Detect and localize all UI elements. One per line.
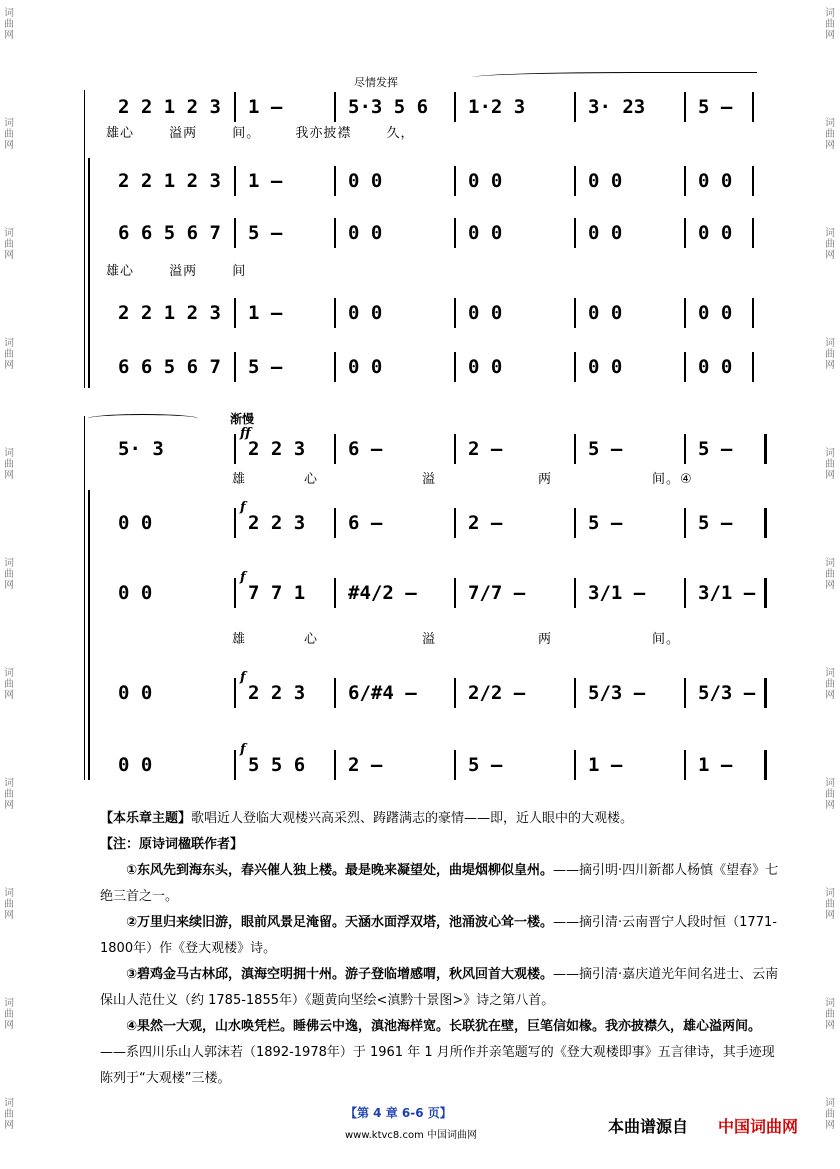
note-group: 5 – bbox=[588, 438, 623, 460]
dynamic-mark: f bbox=[240, 742, 246, 757]
score-system-2 bbox=[82, 410, 762, 790]
site-url: www.ktvc8.com 中国词曲网 bbox=[345, 1130, 478, 1141]
lyric-word: 雄 bbox=[232, 632, 247, 647]
expression-mark: 尽情发挥 bbox=[354, 76, 398, 89]
note-group: 0 0 bbox=[118, 582, 153, 604]
note-group: 5 – bbox=[698, 96, 733, 118]
staff-1-lyrics bbox=[82, 468, 732, 488]
poem-text: ①东风先到海东头，春兴催人独上楼。最是晚来凝望处，曲堤烟柳似皇州。 bbox=[126, 863, 554, 878]
watermark-text: 词 曲 网 bbox=[825, 778, 835, 811]
watermark-text: 词 曲 网 bbox=[825, 1098, 835, 1131]
note-group: 2 2 3 bbox=[248, 438, 306, 460]
note-group: 6 6 5 6 7 bbox=[118, 356, 221, 378]
staff-1 bbox=[112, 426, 762, 468]
watermark-text: 词 曲 网 bbox=[825, 888, 835, 921]
watermark-text: 词 曲 网 bbox=[4, 888, 14, 921]
note-group: 0 0 bbox=[118, 512, 153, 534]
note-item bbox=[100, 1014, 780, 1092]
watermark-text: 词 曲 网 bbox=[4, 448, 14, 481]
staff-3 bbox=[112, 570, 762, 612]
note-group: 0 0 bbox=[698, 356, 733, 378]
mid-lyrics: 雄心 溢两 间 bbox=[106, 264, 247, 279]
note-group: 3· 23 bbox=[588, 96, 646, 118]
citation-text: ——摘引清·嘉庆道光年间名进士、云南保山人范仕义（约 1785-1855年）《题黄向坚绘<滇黔十景图>》诗之第八首。 bbox=[100, 967, 779, 1008]
note-group: 3/1 – bbox=[698, 582, 756, 604]
lyric-word: 雄 bbox=[232, 472, 247, 487]
staff-1-lyrics: 雄心 溢两 间。 我亦披襟 久， bbox=[106, 126, 415, 141]
citation-text: ——系四川乐山人郭沫若（1892-1978年）于 1961 年 1 月所作并亲笔题写的《登大观楼即事》五言律诗，其手迹现陈列于“大观楼”三楼。 bbox=[100, 1045, 775, 1086]
staff-4 bbox=[112, 298, 762, 332]
note-item bbox=[100, 910, 780, 962]
note-group: 2 2 3 bbox=[248, 512, 306, 534]
theme-label: 【本乐章主题】 bbox=[100, 811, 192, 826]
note-group: 0 0 bbox=[348, 222, 383, 244]
watermark-text: 词 曲 网 bbox=[825, 448, 835, 481]
dynamic-mark: f bbox=[240, 570, 246, 585]
note-group: 2 – bbox=[468, 512, 503, 534]
note-group: 0 0 bbox=[588, 170, 623, 192]
citation-text: ——摘引明·四川新都人杨慎《望春》七绝三首之一。 bbox=[100, 863, 779, 904]
note-group: 7/7 – bbox=[468, 582, 526, 604]
note-group: 5 – bbox=[248, 222, 283, 244]
note-group: 1 – bbox=[248, 96, 283, 118]
watermark-text: 词 曲 网 bbox=[4, 558, 14, 591]
watermark-text: 词 曲 网 bbox=[4, 8, 14, 41]
note-group: 7 7 1 bbox=[248, 582, 306, 604]
watermark-text: 词 曲 网 bbox=[4, 1098, 14, 1131]
note-group: 0 0 bbox=[348, 302, 383, 324]
staff-2 bbox=[112, 500, 762, 542]
note-group: 5 – bbox=[698, 512, 733, 534]
note-group: 6 6 5 6 7 bbox=[118, 222, 221, 244]
source-label: 本曲谱源自 bbox=[608, 1117, 689, 1136]
note-group: 0 0 bbox=[118, 754, 153, 776]
note-group: 1 – bbox=[698, 754, 733, 776]
staff-1 bbox=[112, 92, 762, 126]
dynamic-mark: f bbox=[240, 670, 246, 685]
watermark-text: 词 曲 网 bbox=[825, 228, 835, 261]
note-group: 0 0 bbox=[468, 356, 503, 378]
lyric-word: 两 bbox=[538, 472, 553, 487]
note-group: 2 2 1 2 3 bbox=[118, 302, 221, 324]
poem-text: ③碧鸡金马古林邱，滇海空明拥十州。游子登临增感喟，秋风回首大观楼。 bbox=[126, 967, 554, 982]
theme-text: 歌唱近人登临大观楼兴高采烈、踌躇满志的豪情——即，近人眼中的大观楼。 bbox=[191, 811, 634, 826]
note-group: 2 2 1 2 3 bbox=[118, 170, 221, 192]
lyric-word: 两 bbox=[538, 632, 553, 647]
dynamic-mark: f bbox=[240, 500, 246, 515]
note-group: 1 – bbox=[588, 754, 623, 776]
lyric-word: 溢 bbox=[422, 632, 437, 647]
mid-lyrics bbox=[82, 628, 732, 648]
note-group: 5 – bbox=[698, 438, 733, 460]
note-group: #4/2 – bbox=[348, 582, 417, 604]
page-number: 【第 4 章 6-6 页】 bbox=[345, 1106, 452, 1120]
note-group: 5/3 – bbox=[698, 682, 756, 704]
note-group: 0 0 bbox=[588, 302, 623, 324]
lyric-word: 间。④ bbox=[652, 472, 693, 487]
citation-text: ——摘引清·云南晋宁人段时恒（1771-1800年）作《登大观楼》诗。 bbox=[100, 915, 777, 956]
lyric-word: 心 bbox=[304, 472, 319, 487]
lyric-word: 间。 bbox=[652, 632, 681, 647]
note-group: 5· 3 bbox=[118, 438, 164, 460]
note-group: 0 0 bbox=[588, 356, 623, 378]
note-group: 0 0 bbox=[348, 170, 383, 192]
watermark-text: 词 曲 网 bbox=[825, 668, 835, 701]
tempo-mark: 渐慢 bbox=[230, 412, 255, 426]
note-group: 0 0 bbox=[468, 222, 503, 244]
staff-5 bbox=[112, 742, 762, 784]
note-group: 0 0 bbox=[468, 170, 503, 192]
lyric-word: 心 bbox=[304, 632, 319, 647]
note-group: 0 0 bbox=[698, 302, 733, 324]
note-item bbox=[100, 858, 780, 910]
note-group: 1 – bbox=[248, 170, 283, 192]
score-system-1 bbox=[82, 70, 762, 390]
annotation-notes bbox=[100, 806, 780, 1092]
lyric-word: 溢 bbox=[422, 472, 437, 487]
note-group: 2/2 – bbox=[468, 682, 526, 704]
note-group: 5/3 – bbox=[588, 682, 646, 704]
note-group: 1·2 3 bbox=[468, 96, 526, 118]
poem-text: ②万里归来续旧游，眼前风景足淹留。天涵水面浮双塔，池涌波心耸一楼。 bbox=[126, 915, 554, 930]
staff-4 bbox=[112, 670, 762, 712]
note-group: 6/#4 – bbox=[348, 682, 417, 704]
watermark-text: 词 曲 网 bbox=[825, 998, 835, 1031]
watermark-text: 词 曲 网 bbox=[4, 228, 14, 261]
note-group: 2 – bbox=[468, 438, 503, 460]
note-label: 【注：原诗词楹联作者】 bbox=[100, 837, 244, 852]
dynamic-mark: ff bbox=[240, 426, 251, 441]
note-group: 2 2 1 2 3 bbox=[118, 96, 221, 118]
poem-text: ④果然一大观，山水唤凭栏。睡佛云中逸，滇池海样宽。长联犹在壁，巨笔信如椽。我亦披襟久，雄心溢两间。 bbox=[126, 1019, 762, 1034]
note-item bbox=[100, 962, 780, 1014]
watermark-text: 词 曲 网 bbox=[825, 8, 835, 41]
note-group: 0 0 bbox=[468, 302, 503, 324]
system-brace bbox=[88, 158, 90, 388]
note-group: 0 0 bbox=[348, 356, 383, 378]
theme-line bbox=[100, 806, 780, 832]
note-group: 5 5 6 bbox=[248, 754, 306, 776]
note-group: 5·3 5 6 bbox=[348, 96, 429, 118]
note-group: 2 – bbox=[348, 754, 383, 776]
note-heading bbox=[100, 832, 780, 858]
staff-3 bbox=[112, 218, 762, 252]
note-group: 6 – bbox=[348, 512, 383, 534]
watermark-text: 词 曲 网 bbox=[4, 118, 14, 151]
watermark-text: 词 曲 网 bbox=[4, 998, 14, 1031]
source-link[interactable]: 中国词曲网 bbox=[718, 1117, 799, 1136]
note-group: 0 0 bbox=[698, 222, 733, 244]
watermark-text: 词 曲 网 bbox=[4, 338, 14, 371]
note-group: 0 0 bbox=[698, 170, 733, 192]
note-group: 3/1 – bbox=[588, 582, 646, 604]
note-group: 5 – bbox=[588, 512, 623, 534]
note-group: 2 2 3 bbox=[248, 682, 306, 704]
watermark-text: 词 曲 网 bbox=[825, 338, 835, 371]
watermark-text: 词 曲 网 bbox=[825, 118, 835, 151]
staff-5 bbox=[112, 352, 762, 386]
note-group: 1 – bbox=[248, 302, 283, 324]
note-group: 5 – bbox=[468, 754, 503, 776]
staff-2 bbox=[112, 166, 762, 200]
note-group: 0 0 bbox=[118, 682, 153, 704]
note-group: 6 – bbox=[348, 438, 383, 460]
note-group: 5 – bbox=[248, 356, 283, 378]
watermark-text: 词 曲 网 bbox=[4, 778, 14, 811]
watermark-text: 词 曲 网 bbox=[4, 668, 14, 701]
note-group: 0 0 bbox=[588, 222, 623, 244]
watermark-text: 词 曲 网 bbox=[825, 558, 835, 591]
